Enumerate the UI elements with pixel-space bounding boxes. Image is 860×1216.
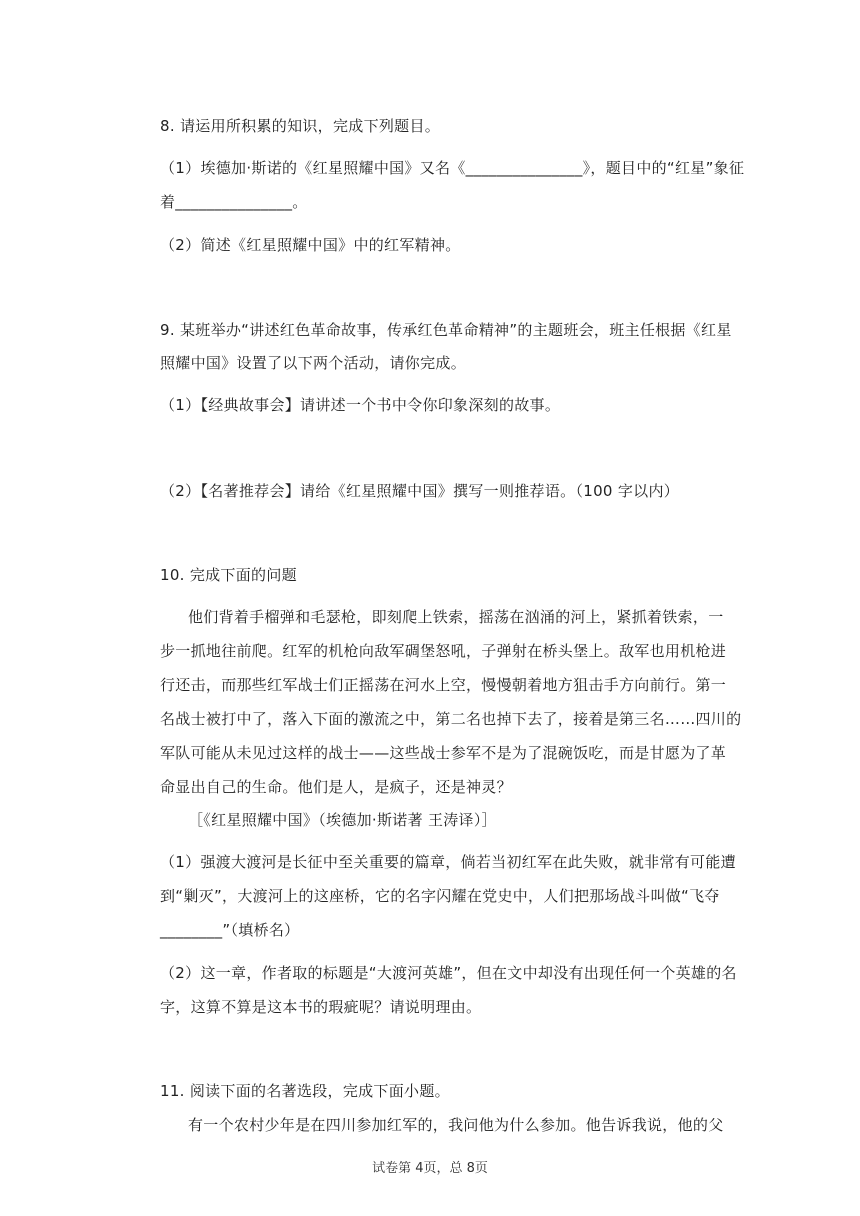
q9-part1: （1）【经典故事会】请讲述一个书中令你印象深刻的故事。	[160, 396, 561, 414]
q8-title: 8. 请运用所积累的知识，完成下列题目。	[160, 117, 441, 135]
q10-source-citation: ［《红星照耀中国》（埃德加·斯诺著 王涛译）］	[188, 811, 497, 829]
q10-part2-line2: 字，这算不算是这本书的瑕疵呢？请说明理由。	[160, 998, 482, 1016]
q10-passage-line: 行还击，而那些红军战士们正摇荡在河水上空，慢慢朝着地方狙击手方向前行。第一	[160, 676, 727, 694]
q9-part2: （2）【名著推荐会】请给《红星照耀中国》撰写一则推荐语。（100 字以内）	[160, 482, 680, 500]
q11-title: 11. 阅读下面的名著选段，完成下面小题。	[160, 1082, 450, 1100]
q11-passage-line: 有一个农村少年是在四川参加红军的，我问他为什么参加。他告诉我说，他的父	[188, 1116, 724, 1134]
q8-part1-line2: 着_______________。	[160, 193, 308, 211]
q8-part1-line1: （1）埃德加·斯诺的《红星照耀中国》又名《_______________》，题目中的“红星”象征	[160, 159, 745, 177]
page-footer: 试卷第 4页，总 8页	[372, 1161, 488, 1176]
q10-passage-line: 军队可能从未见过这样的战士——这些战士参军不是为了混碗饭吃，而是甘愿为了革	[160, 744, 727, 762]
q9-title-line1: 9. 某班举办“讲述红色革命故事，传承红色革命精神”的主题班会，班主任根据《红星	[160, 321, 732, 339]
q10-part1-line2: 到“剿灭”，大渡河上的这座桥，它的名字闪耀在党史中，人们把那场战斗叫做“飞夺	[160, 887, 720, 905]
q10-passage-line: 名战士被打中了，落入下面的激流之中，第二名也掉下去了，接着是第三名……四川的	[160, 710, 742, 728]
q10-part2-line1: （2）这一章，作者取的标题是“大渡河英雄”，但在文中却没有出现任何一个英雄的名	[160, 964, 737, 982]
q10-title: 10. 完成下面的问题	[160, 566, 297, 584]
q10-passage-line: 步一抓地往前爬。红军的机枪向敌军碉堡怒吼，子弹射在桥头堡上。敌军也用机枪进	[160, 642, 727, 660]
q8-part2: （2）简述《红星照耀中国》中的红军精神。	[160, 236, 461, 254]
q10-part1-line3: ________”（填桥名）	[160, 921, 300, 939]
q10-passage-line: 他们背着手榴弹和毛瑟枪，即刻爬上铁索，摇荡在汹涌的河上，紧抓着铁索，一	[188, 608, 724, 626]
q9-title-line2: 照耀中国》设置了以下两个活动，请你完成。	[160, 354, 467, 372]
q10-part1-line1: （1）强渡大渡河是长征中至关重要的篇章，倘若当初红军在此失败，就非常有可能遭	[160, 853, 736, 871]
q10-passage-line: 命显出自己的生命。他们是人，是疯子，还是神灵？	[160, 778, 512, 796]
